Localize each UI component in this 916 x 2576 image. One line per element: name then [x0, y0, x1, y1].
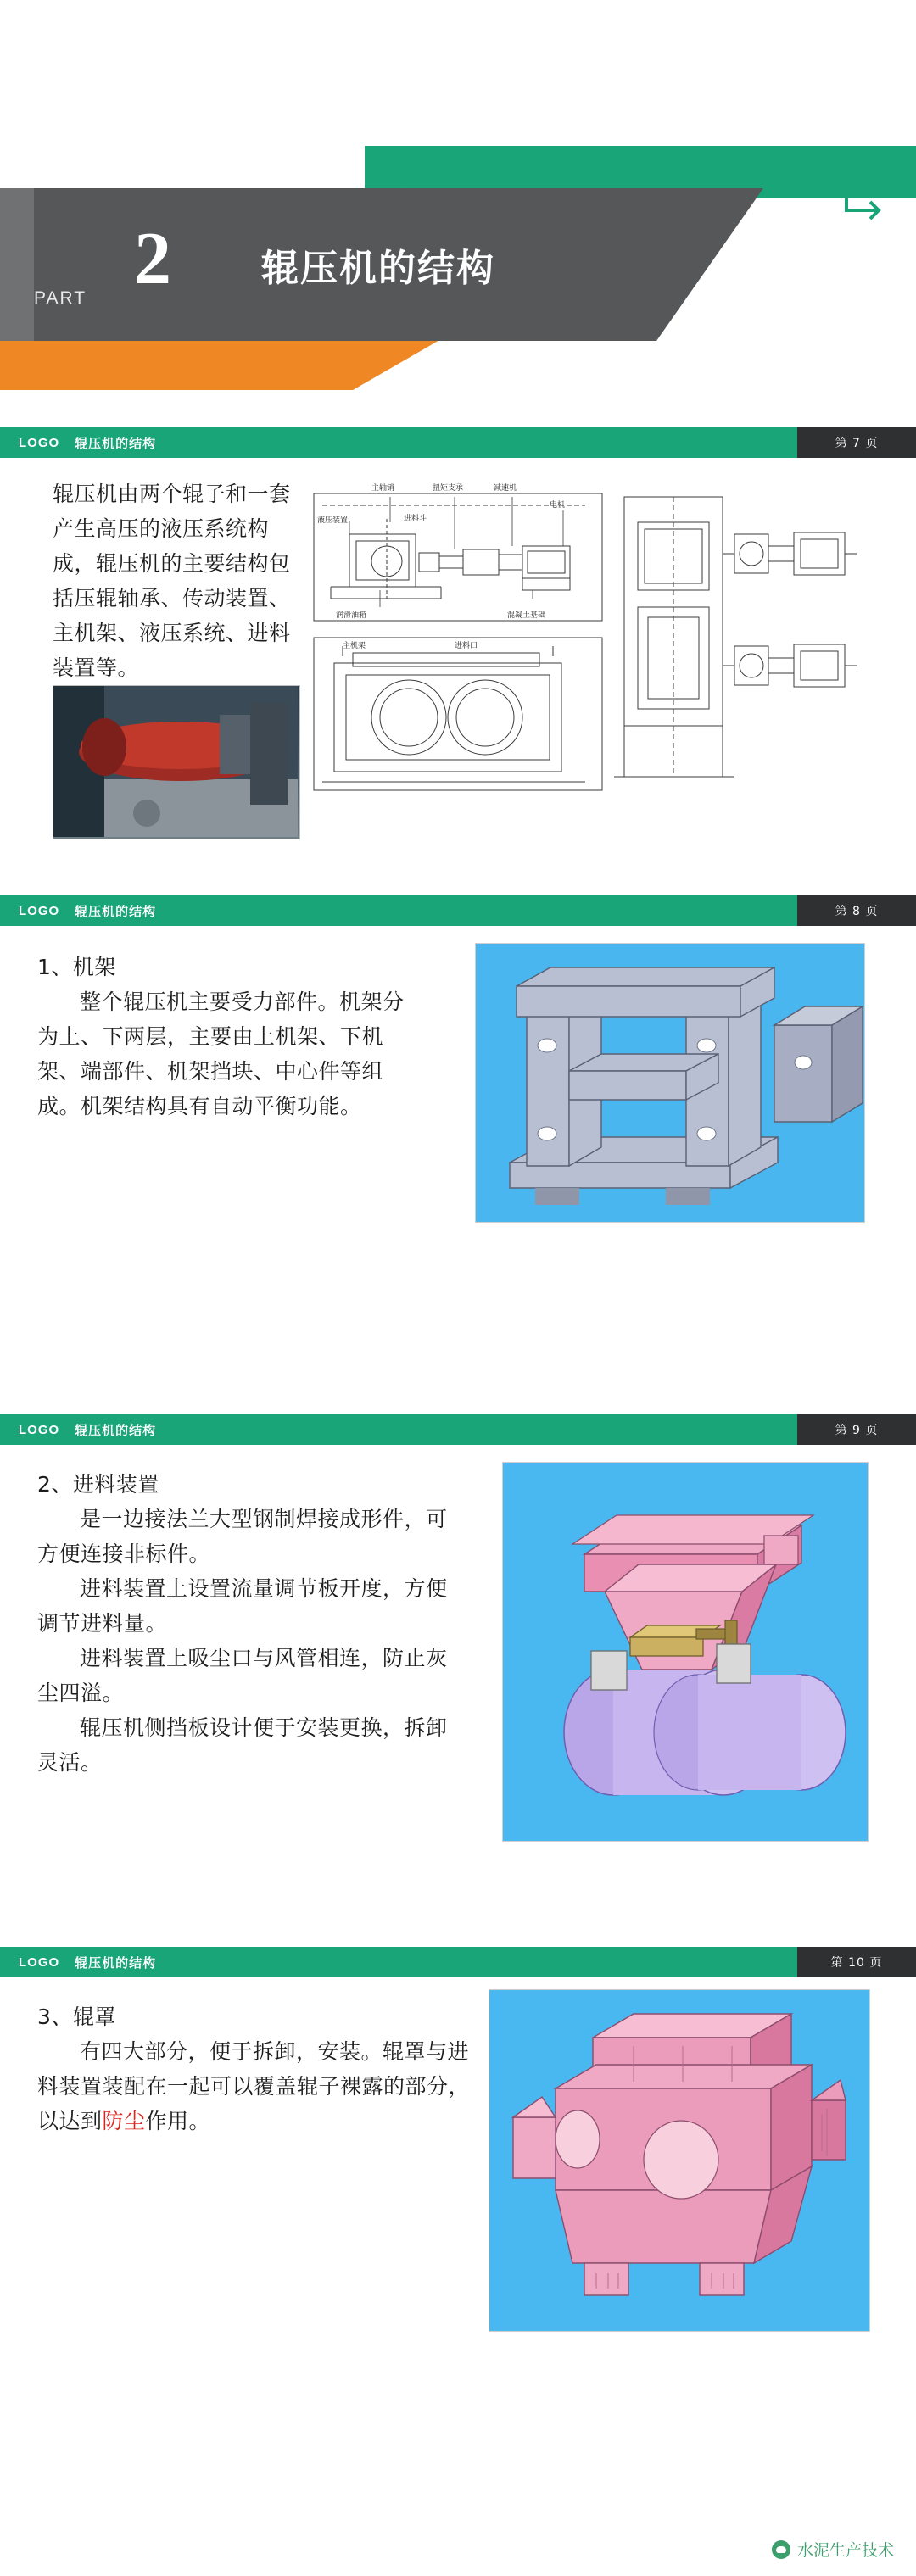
- slide-10-paragraph-tail: 作用。: [145, 2109, 211, 2133]
- slide-10-heading: 3、辊罩: [37, 2004, 116, 2029]
- slide-10-body: [0, 1977, 916, 2367]
- slide-9: [0, 1414, 916, 1942]
- slide-10-paragraph-1: [37, 2034, 470, 2138]
- slide-8-header-title: 辊压机的结构: [75, 903, 157, 919]
- slide-8-page-tag: 第 8 页: [797, 895, 916, 926]
- svg-text:主机架: 主机架: [343, 642, 366, 650]
- roller-press-photo: [53, 685, 300, 839]
- svg-text:进料口: 进料口: [455, 642, 478, 650]
- slide-9-paragraph-4: 辊压机侧挡板设计便于安装更换，拆卸灵活。: [37, 1715, 448, 1775]
- slide-7-paragraph-1: 辊压机由两个辊子和一套产生高压的液压系统构成，辊压机的主要结构包括压辊轴承、传动装置、主机架、液压系统、进料装置等。: [53, 482, 291, 680]
- slide-9-paragraph-2: 进料装置上设置流量调节板开度，方便调节进料量。: [37, 1576, 448, 1636]
- banner-orange-band: [0, 339, 441, 390]
- slide-7-page-tag: 第 7 页: [797, 427, 916, 458]
- slide-10-header-title: 辊压机的结构: [75, 1954, 157, 1971]
- part-number: 2: [134, 218, 171, 300]
- slide-8-heading: 1、机架: [37, 955, 116, 979]
- slide-8-body: [0, 926, 916, 1409]
- slide-9-header: [0, 1414, 916, 1445]
- slide-10-paragraph-text: 有四大部分，便于拆卸，安装。辊罩与进料装置装配在一起可以覆盖辊子裸露的部分，以达到: [37, 2039, 471, 2133]
- svg-text:进料斗: 进料斗: [404, 515, 427, 523]
- logo-text: LOGO: [19, 903, 60, 918]
- slide-8-paragraph-1: 整个辊压机主要受力部件。机架分为上、下两层，主要由上机架、下机架、端部件、机架挡块、中心件等组成。机架结构具有自动平衡功能。: [37, 990, 405, 1118]
- svg-text:液压装置: 液压装置: [317, 516, 349, 525]
- logo-text: LOGO: [19, 1422, 60, 1437]
- slide-9-header-title: 辊压机的结构: [75, 1422, 157, 1438]
- wechat-icon: [772, 2540, 790, 2559]
- logo-text: LOGO: [19, 1954, 60, 1970]
- footer-text: 水泥生产技术: [796, 2541, 894, 2560]
- slide-8-header: [0, 895, 916, 926]
- slide-10: [0, 1947, 916, 2367]
- slide-7-header: [0, 427, 916, 458]
- slide-7: [0, 427, 916, 890]
- slide-10-page-tag: 第 10 页: [797, 1947, 916, 1977]
- svg-text:扭矩支承: 扭矩支承: [433, 484, 464, 493]
- slide-7-body: [0, 458, 916, 890]
- arrow-down-right-icon: [840, 170, 885, 220]
- roller-cover-3d-model: [489, 1989, 870, 2332]
- slide-9-text: [37, 1467, 461, 1780]
- slide-9-paragraph-3: 进料装置上吸尘口与风管相连，防止灰尘四溢。: [37, 1646, 448, 1705]
- frame-3d-model: [475, 943, 865, 1223]
- slide-8-text: [37, 950, 411, 1124]
- part-title: 辊压机的结构: [261, 247, 495, 290]
- slide-7-text: [53, 477, 299, 685]
- roller-press-assembly-drawing: [305, 471, 865, 845]
- slide-8: [0, 895, 916, 1409]
- slide-7-header-title: 辊压机的结构: [75, 435, 157, 451]
- slide-10-text: [37, 1999, 470, 2138]
- feeding-device-3d-model: [502, 1462, 869, 1842]
- slide-9-page-tag: 第 9 页: [797, 1414, 916, 1445]
- svg-text:减速机: 减速机: [494, 484, 517, 493]
- slide-10-highlight: 防尘: [102, 2109, 146, 2133]
- svg-text:电机: 电机: [550, 501, 566, 510]
- svg-text:润滑油箱: 润滑油箱: [336, 611, 367, 620]
- footer: [772, 2538, 894, 2561]
- slide-9-heading: 2、进料装置: [37, 1472, 159, 1497]
- logo-text: LOGO: [19, 435, 60, 450]
- slide-9-body: [0, 1445, 916, 1942]
- slide-10-header: [0, 1947, 916, 1977]
- section-banner: [0, 0, 916, 390]
- banner-dark-edge: [0, 188, 34, 341]
- svg-text:主轴销: 主轴销: [371, 484, 395, 493]
- svg-text:混凝土基础: 混凝土基础: [507, 611, 546, 620]
- part-label: PART: [34, 288, 87, 308]
- slide-9-paragraph-1: 是一边接法兰大型钢制焊接成形件，可方便连接非标件。: [37, 1507, 448, 1566]
